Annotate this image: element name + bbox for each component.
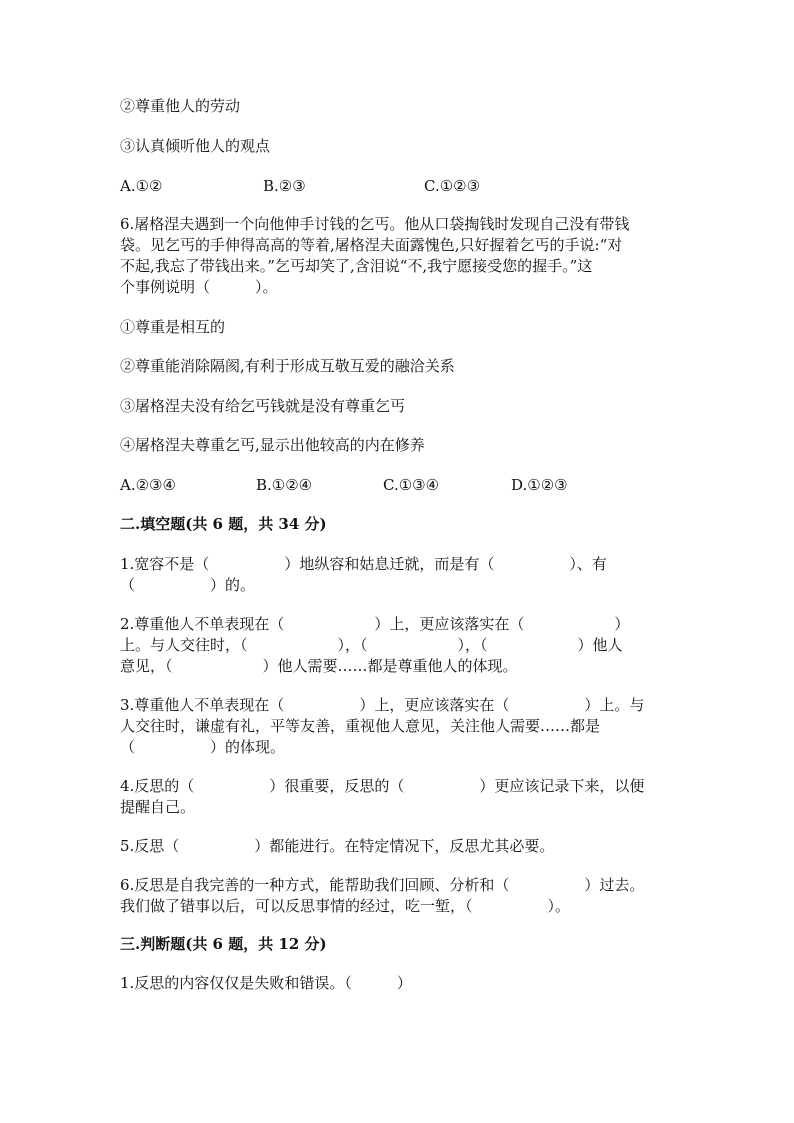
q6-option-a[interactable]: A.②③④ [120,476,176,494]
fill-q3-line: 3.尊重他人不单表现在（ ）上，更应该落实在（ ）上。与 [120,696,645,714]
q6-option-d[interactable]: D.①②③ [511,476,568,494]
fill-q3-line: （ ）的体现。 [120,738,286,756]
fill-q1-line: 1.宽容不是（ ）地纵容和姑息迁就，而是有（ ）、有 [120,555,607,573]
q5-option-a[interactable]: A.①② [120,177,163,195]
q6-item-3: ③屠格涅夫没有给乞丐钱就是没有尊重乞丐 [120,397,406,415]
judge-q1: 1.反思的内容仅仅是失败和错误。（ ） [120,974,412,992]
q5-item-3: ③认真倾听他人的观点 [120,137,271,155]
section3-title: 三.判断题(共 6 题，共 12 分) [120,935,327,953]
fill-q2-line: 上。与人交往时，（ ），（ ），（ ）他人 [120,636,623,654]
q6-item-4: ④屠格涅夫尊重乞丐,显示出他较高的内在修养 [120,436,425,454]
fill-q4-line: 提醒自己。 [120,798,196,816]
q6-item-1: ①尊重是相互的 [120,318,226,336]
fill-q5 [120,836,554,857]
fill-q2 [120,614,629,677]
fill-q5-line: 5.反思（ ）都能进行。在特定情况下，反思尤其必要。 [120,837,555,855]
q6-stem-line: 个事例说明（ ）。 [120,278,278,296]
fill-q1-line: （ ）的。 [120,576,256,594]
fill-q6-line: 我们做了错事以后，可以反思事情的经过，吃一堑，（ ）。 [120,897,571,915]
q5-option-c[interactable]: C.①②③ [424,177,481,195]
fill-q2-line: 2.尊重他人不单表现在（ ）上，更应该落实在（ ） [120,615,630,633]
q6-stem-line: 6.屠格涅夫遇到一个向他伸手讨钱的乞丐。他从口袋掏钱时发现自己没有带钱 [120,215,630,233]
fill-q3 [120,695,644,758]
fill-q4-line: 4.反思的（ ）很重要，反思的（ ）更应该记录下来，以便 [120,777,645,795]
fill-q6-line: 6.反思是自我完善的一种方式，能帮助我们回顾、分析和（ ）过去。 [120,876,645,894]
fill-q4 [120,776,644,818]
q6-stem-line: 不起,我忘了带钱出来。”乞丐却笑了,含泪说“不,我宁愿接受您的握手。”这 [120,257,593,275]
q6-stem [120,214,629,298]
q6-option-c[interactable]: C.①③④ [383,476,440,494]
q5-option-b[interactable]: B.②③ [263,177,306,195]
fill-q3-line: 人交往时，谦虚有礼，平等友善，重视他人意见，关注他人需要……都是 [120,717,601,735]
q6-option-b[interactable]: B.①②④ [256,476,313,494]
fill-q6 [120,875,644,917]
fill-q2-line: 意见，（ ）他人需要……都是尊重他人的体现。 [120,657,518,675]
q5-item-2: ②尊重他人的劳动 [120,97,241,115]
q6-item-2: ②尊重能消除隔阂,有利于形成互敬互爱的融洽关系 [120,357,455,375]
section2-title: 二.填空题(共 6 题，共 34 分) [120,515,327,533]
fill-q1 [120,554,607,596]
q6-stem-line: 袋。见乞丐的手伸得高高的等着,屠格涅夫面露愧色,只好握着乞丐的手说:“对 [120,236,623,254]
